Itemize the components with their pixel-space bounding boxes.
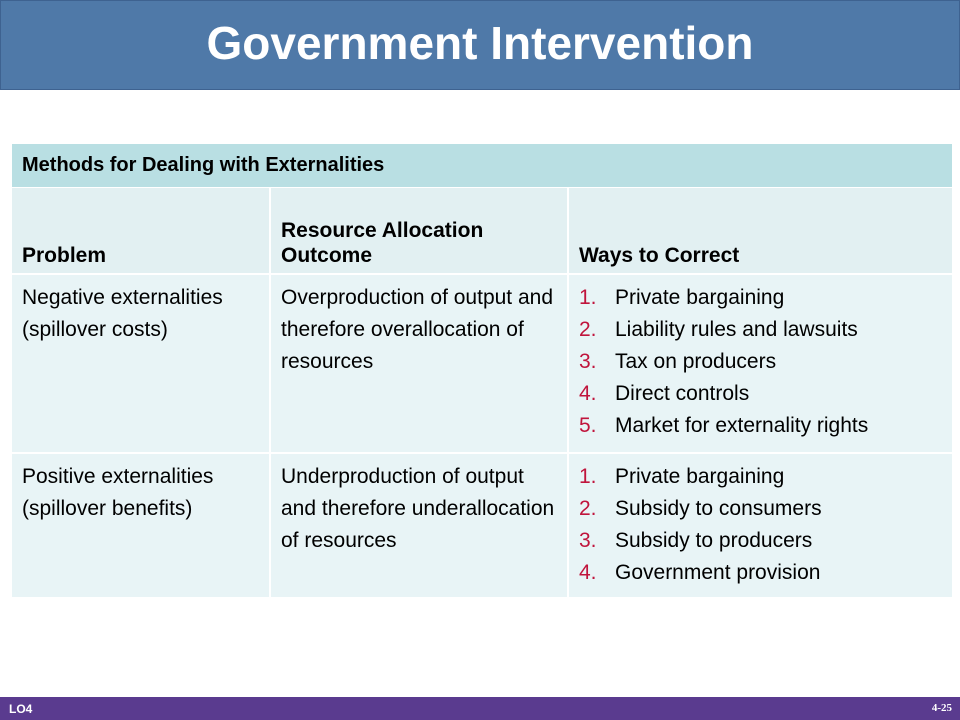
learning-objective-label: LO4 [9, 702, 33, 716]
list-item [579, 493, 942, 525]
list-text: Private bargaining [615, 465, 785, 488]
list-number: 1. [579, 465, 597, 488]
list-text: Subsidy to producers [615, 529, 813, 552]
list-item [579, 557, 942, 589]
slide-number: 4-25 [931, 702, 952, 714]
table-caption: Methods for Dealing with Externalities [12, 144, 952, 188]
table-row [12, 453, 952, 597]
table-row [12, 274, 952, 453]
externalities-table [12, 144, 952, 597]
slide-title: Government Intervention [206, 17, 754, 69]
list-number: 5. [579, 414, 597, 437]
list-number: 3. [579, 529, 597, 552]
list-number: 1. [579, 286, 597, 309]
problem-cell: Positive externalities (spillover benefits) [12, 453, 270, 597]
list-number: 4. [579, 561, 597, 584]
list-number: 2. [579, 497, 597, 520]
title-bar [0, 0, 960, 90]
list-item [579, 461, 942, 493]
column-header-outcome: Resource Allocation Outcome [270, 188, 568, 275]
column-header-ways: Ways to Correct [568, 188, 952, 275]
table-caption-row [12, 144, 952, 188]
ways-list [579, 282, 942, 442]
outcome-cell: Underproduction of output and therefore underallocation of resources [270, 453, 568, 597]
list-item [579, 346, 942, 378]
list-text: Government provision [615, 561, 821, 584]
outcome-cell: Overproduction of output and therefore overallocation of resources [270, 274, 568, 453]
column-header-problem: Problem [12, 188, 270, 275]
list-item [579, 525, 942, 557]
footer-bar [0, 697, 960, 720]
list-text: Tax on producers [615, 350, 777, 373]
list-text: Market for externality rights [615, 414, 869, 437]
list-number: 2. [579, 318, 597, 341]
problem-cell: Negative externalities (spillover costs) [12, 274, 270, 453]
list-text: Liability rules and lawsuits [615, 318, 858, 341]
list-text: Direct controls [615, 382, 750, 405]
list-item [579, 282, 942, 314]
list-number: 4. [579, 382, 597, 405]
ways-cell [568, 274, 952, 453]
list-item [579, 314, 942, 346]
table-header-row [12, 188, 952, 275]
list-item [579, 410, 942, 442]
list-item [579, 378, 942, 410]
ways-cell [568, 453, 952, 597]
list-text: Subsidy to consumers [615, 497, 822, 520]
ways-list [579, 461, 942, 589]
list-text: Private bargaining [615, 286, 785, 309]
list-number: 3. [579, 350, 597, 373]
